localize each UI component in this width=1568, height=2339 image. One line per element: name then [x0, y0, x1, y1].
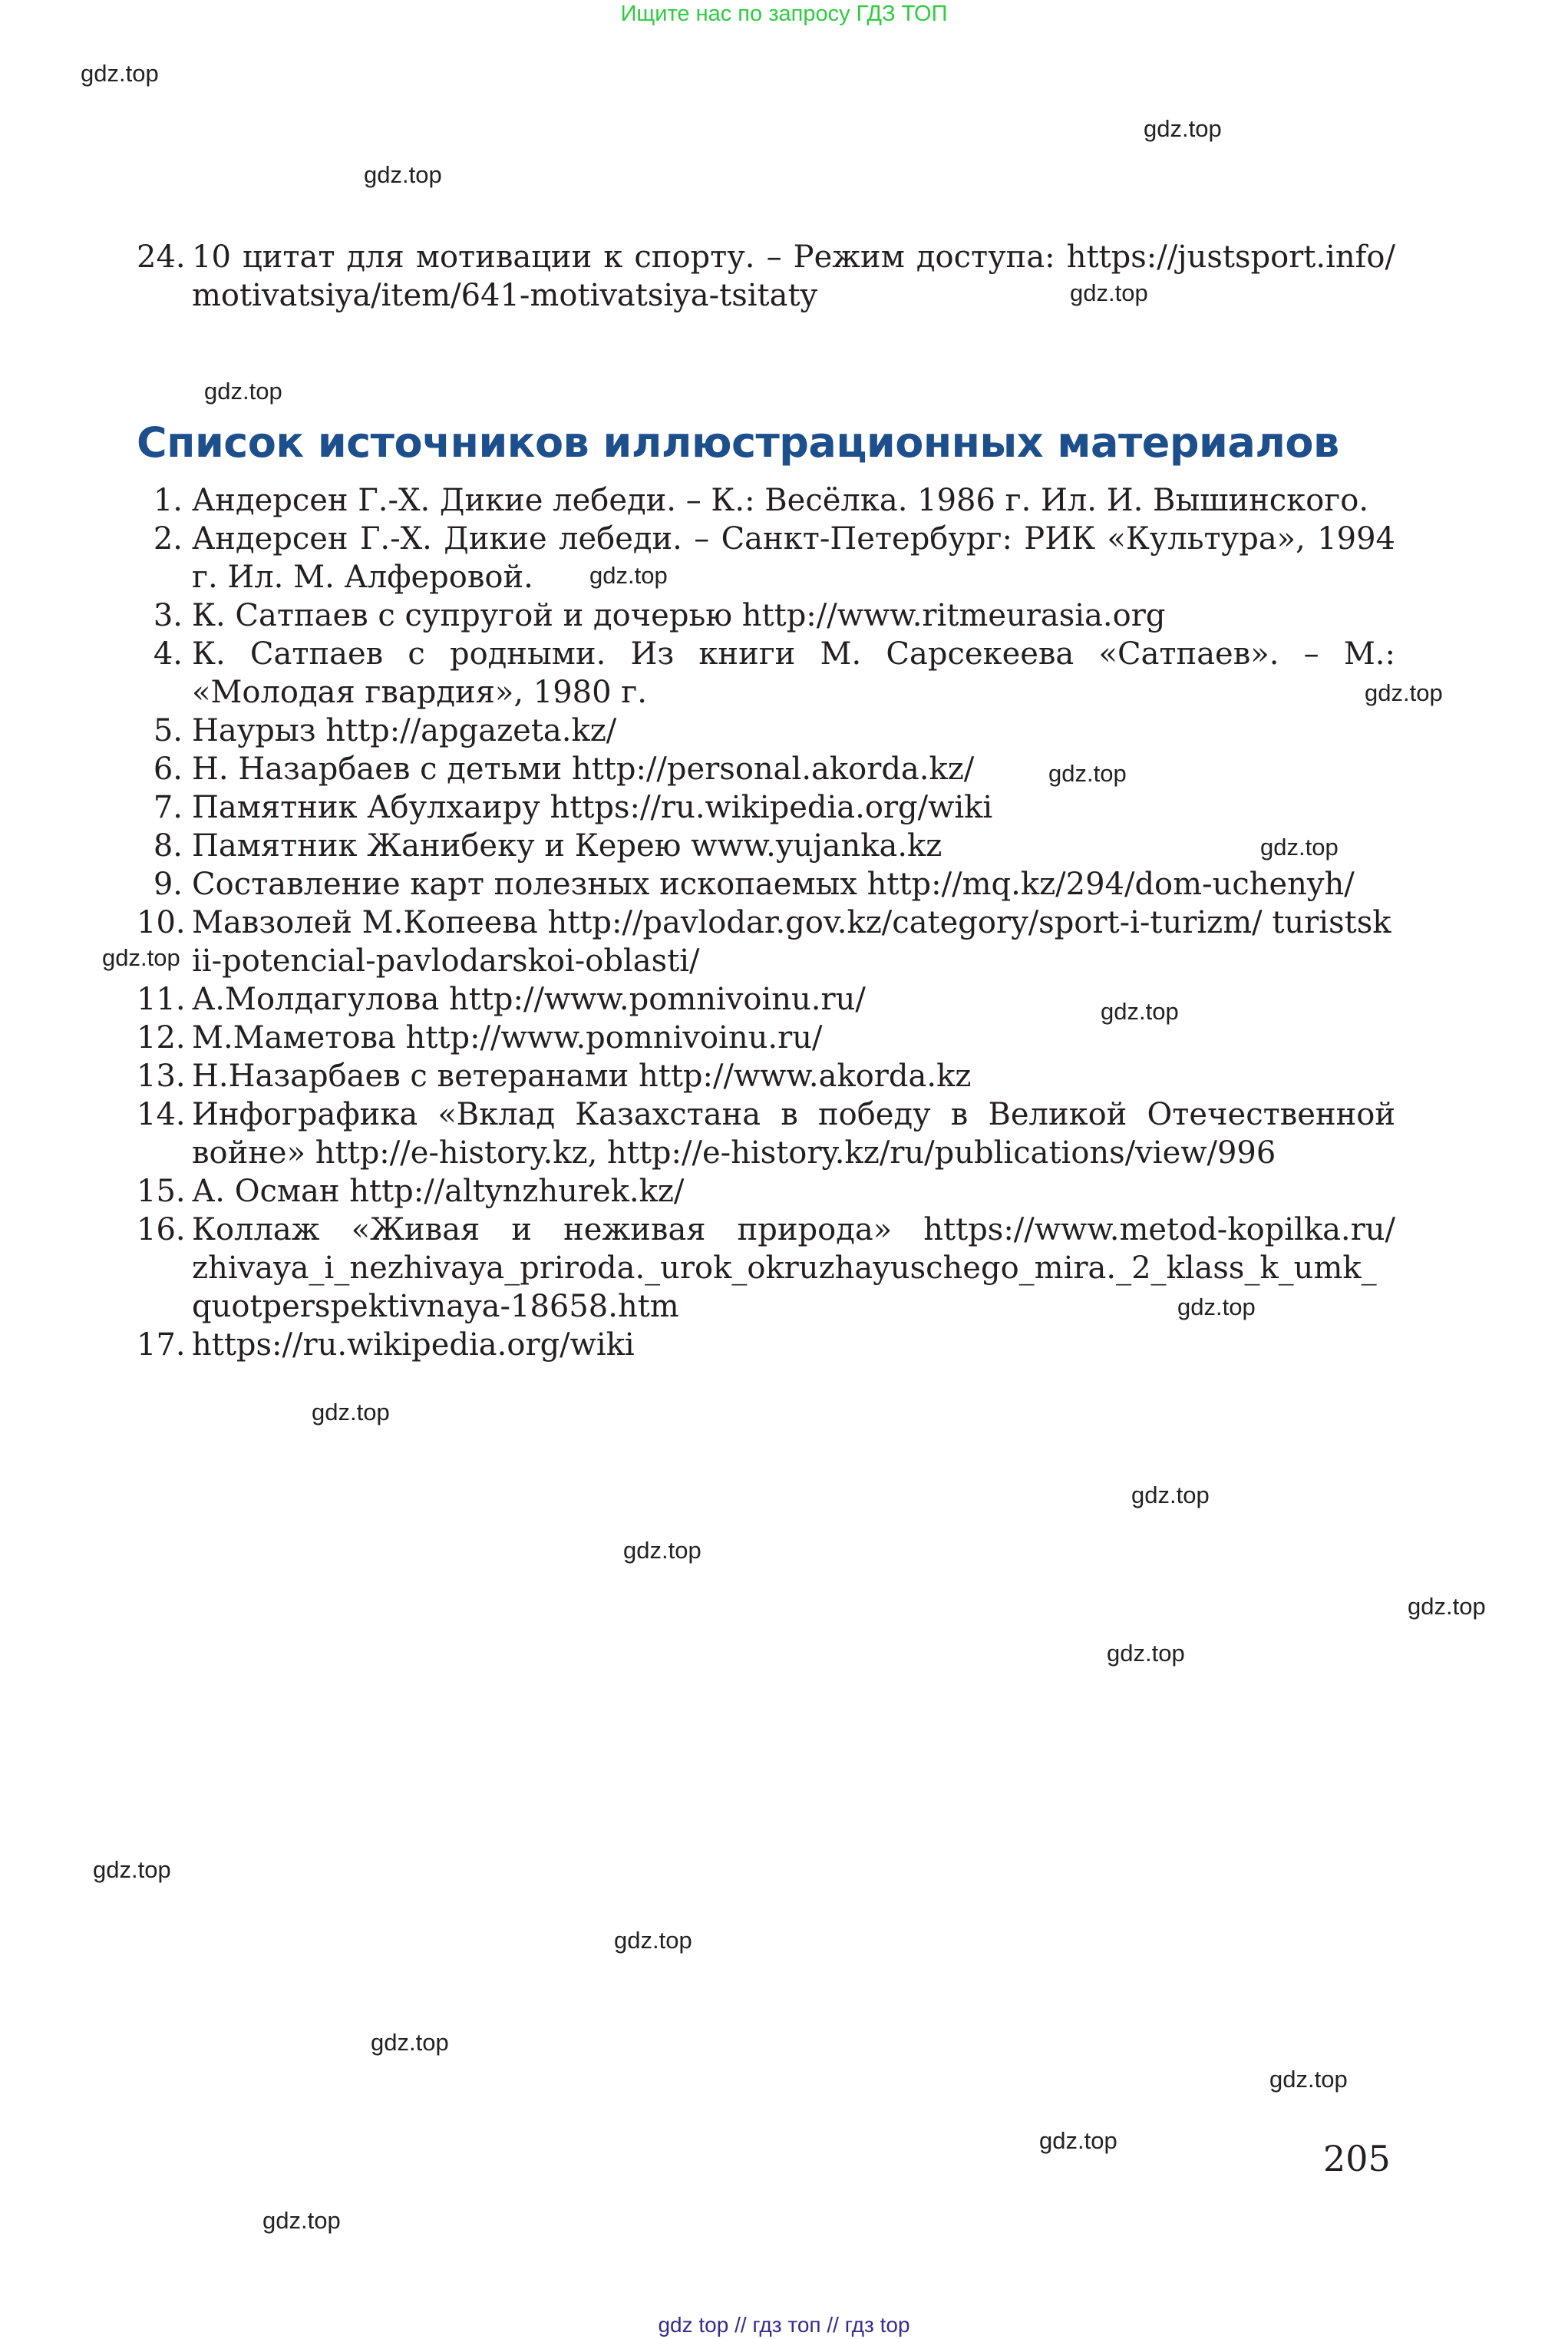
watermark: gdz.top	[1048, 760, 1127, 787]
item-text: К. Сатпаев с супругой и дочерью http://www.ritmeurasia.org	[192, 598, 1166, 633]
watermark: gdz.top	[102, 944, 180, 971]
item-number: 24.	[137, 240, 186, 275]
watermark: gdz.top	[1107, 1640, 1185, 1667]
item-text: Коллаж «Живая и неживая природа» https://www.metod-kopilka.ru/ zhivaya_i_nezhivaya_priroda._urok_okruzhayuschego_mira._2_klass_k_umk_ quotperspektivnaya-18658.htm	[192, 1212, 1395, 1324]
item-text: Мавзолей М.Копеева http://pavlodar.gov.kz/category/sport-i-turizm/ turistskii-potencial-pavlodarskoi-oblasti/	[192, 905, 1391, 979]
item-text: Наурыз http://apgazeta.kz/	[192, 713, 617, 748]
watermark: gdz.top	[371, 2029, 449, 2056]
watermark: gdz.top	[1144, 115, 1222, 142]
list-item	[137, 980, 1395, 1019]
list-item	[137, 596, 1395, 635]
item-number: 6.	[153, 752, 183, 787]
list-item	[137, 712, 1395, 750]
watermark: gdz.top	[614, 1927, 692, 1954]
item-text: А. Осман http://altynzhurek.kz/	[192, 1174, 685, 1209]
item-number: 8.	[153, 828, 183, 864]
item-number: 9.	[153, 867, 183, 902]
item-number: 3.	[153, 598, 183, 633]
footer-watermark: gdz top // гдз топ // гдз top	[658, 2313, 910, 2337]
item-text: Андерсен Г.-Х. Дикие лебеди. – К.: Весёлка. 1986 г. Ил. И. Вышинского.	[192, 483, 1369, 518]
watermark: gdz.top	[262, 2207, 341, 2234]
list-item	[137, 1326, 1395, 1364]
watermark: gdz.top	[93, 1856, 171, 1883]
list-item	[137, 238, 1395, 315]
item-text: Составление карт полезных ископаемых http://mq.kz/294/dom-uchenyh/	[192, 867, 1355, 902]
item-text: К. Сатпаев с родными. Из книги М. Сарсекеева «Сатпаев». – М.: «Молодая гвардия», 1980 г.	[192, 636, 1395, 710]
item-number: 10.	[137, 905, 186, 940]
item-text: Инфографика «Вклад Казахстана в победу в Великой Отечественной войне» http://e-history.kz, http://e-history.kz/ru/publications/view/996	[192, 1097, 1395, 1171]
item-number: 1.	[153, 483, 183, 518]
list-item	[137, 865, 1395, 904]
item-number: 5.	[153, 713, 183, 748]
list-item	[137, 520, 1395, 596]
list-item	[137, 1211, 1395, 1326]
item-text: https://ru.wikipedia.org/wiki	[192, 1327, 635, 1363]
watermark: gdz.top	[1101, 998, 1179, 1025]
item-text: Н. Назарбаев с детьми http://personal.akorda.kz/	[192, 752, 975, 787]
list-item	[137, 827, 1395, 865]
item-number: 7.	[153, 790, 183, 825]
section-heading: Список источников иллюстрационных материалов	[137, 418, 1339, 467]
watermark: gdz.top	[623, 1537, 701, 1564]
watermark: gdz.top	[81, 60, 159, 87]
item-text: Андерсен Г.-Х. Дикие лебеди. – Санкт-Петербург: РИК «Культура», 1994 г. Ил. М. Алферовой.	[192, 521, 1395, 595]
watermark: gdz.top	[589, 562, 668, 589]
top-banner: Ищите нас по запросу ГДЗ ТОП	[620, 2, 948, 26]
watermark: gdz.top	[1260, 834, 1339, 861]
item-number: 2.	[153, 521, 183, 557]
web-references	[137, 238, 1395, 315]
watermark: gdz.top	[364, 161, 442, 188]
illustration-references	[137, 481, 1395, 1364]
watermark: gdz.top	[1269, 2066, 1348, 2093]
item-number: 15.	[137, 1174, 186, 1209]
item-text: Н.Назарбаев с ветеранами http://www.akorda.kz	[192, 1059, 972, 1094]
list-item	[137, 1057, 1395, 1095]
watermark: gdz.top	[1177, 1293, 1256, 1320]
list-item	[137, 1172, 1395, 1211]
list-item	[137, 750, 1395, 788]
item-text: Памятник Жанибеку и Керею www.yujanka.kz	[192, 828, 942, 864]
list-item	[137, 904, 1395, 980]
page-number: 205	[1323, 2138, 1391, 2179]
item-number: 13.	[137, 1059, 186, 1094]
watermark: gdz.top	[1070, 279, 1148, 306]
item-number: 4.	[153, 636, 183, 672]
item-text: Памятник Абулхаиру https://ru.wikipedia.org/wiki	[192, 790, 993, 825]
watermark: gdz.top	[1039, 2127, 1117, 2154]
item-text: М.Маметова http://www.pomnivoinu.ru/	[192, 1020, 823, 1056]
item-number: 17.	[137, 1327, 186, 1363]
watermark: gdz.top	[1131, 1482, 1210, 1508]
item-number: 16.	[137, 1212, 186, 1247]
watermark: gdz.top	[312, 1399, 390, 1426]
list-item	[137, 635, 1395, 712]
list-item	[137, 788, 1395, 827]
watermark: gdz.top	[1408, 1593, 1486, 1620]
watermark: gdz.top	[1365, 679, 1443, 706]
list-item	[137, 481, 1395, 520]
item-number: 12.	[137, 1020, 186, 1056]
item-number: 14.	[137, 1097, 186, 1132]
item-text: А.Молдагулова http://www.pomnivoinu.ru/	[192, 982, 866, 1017]
watermark: gdz.top	[204, 378, 282, 405]
list-item	[137, 1019, 1395, 1057]
item-text: 10 цитат для мотивации к спорту. – Режим доступа: https://justsport.info/ motivatsiya/item/641-motivatsiya-tsitaty	[192, 240, 1395, 313]
list-item	[137, 1095, 1395, 1172]
item-number: 11.	[137, 982, 186, 1017]
